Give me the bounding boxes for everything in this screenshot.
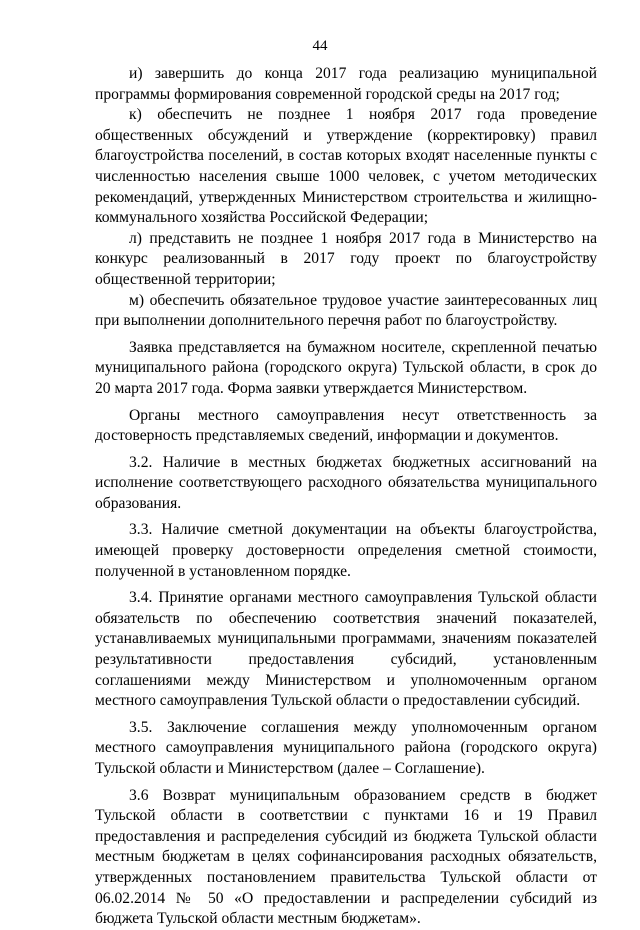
paragraph-item-m: м) обеспечить обязательное трудовое участие заинтересованных лиц при выполнении дополнительного перечня работ по благоустройству. (95, 291, 597, 330)
paragraph-3-3: 3.3. Наличие сметной документации на объекты благоустройства, имеющей проверку достоверности определения сметной стоимости, полученной в установленном порядке. (95, 521, 597, 580)
paragraph-application: Заявка представляется на бумажном носителе, скрепленной печатью муниципального района (городского округа) Тульской области, в срок до 20 марта 2017 года. Форма заявки утверждается Министерством. (95, 338, 597, 397)
paragraph-item-i: и) завершить до конца 2017 года реализацию муниципальной программы формирования современной городской среды на 2017 год; (95, 65, 597, 103)
paragraph-item-l: л) представить не позднее 1 ноября 2017 года в Министерство на конкурс реализованный в 2017 году проект по благоустройству общественной территории; (95, 229, 597, 288)
paragraph-3-6: 3.6 Возврат муниципальным образованием средств в бюджет Тульской области в соответствии с пунктами 16 и 19 Правил предоставления и распределения субсидий из бюджета Тульской области местным бюджетам в целях софинансирования расходных обязательств, утвержденных постановлением правительства Тульской области от 06.02.2014 № 50 «О предоставлении и распределении субсидий из бюджета Тульской области местным бюджетам». (95, 786, 597, 928)
paragraph-3-5: 3.5. Заключение соглашения между уполномоченным органом местного самоуправления муниципального района (городского округа) Тульской области и Министерством (далее – Соглашение). (95, 718, 597, 777)
document-body (95, 64, 597, 930)
paragraph-item-k: к) обеспечить не позднее 1 ноября 2017 года проведение общественных обсуждений и утверждение (корректировку) правил благоустройства поселений, в состав которых входят населенные пункты с численностью населения свыше 1000 человек, с учетом методических рекомендаций, утвержденных Министерством строительства и жилищно-коммунального хозяйства Российской Федерации; (95, 106, 597, 227)
paragraph-3-2: 3.2. Наличие в местных бюджетах бюджетных ассигнований на исполнение соответствующего расходного обязательства муниципального образования. (95, 453, 597, 512)
paragraph-3-4: 3.4. Принятие органами местного самоуправления Тульской области обязательств по обеспечению соответствия значений показателей, устанавливаемых муниципальными программами, значениям показателей результативности предоставления субсидий, установленным соглашениями между Министерством и уполномоченным органом местного самоуправления Тульской области о предоставлении субсидий. (95, 589, 597, 710)
paragraph-responsibility: Органы местного самоуправления несут ответственность за достоверность представляемых сведений, информации и документов. (95, 406, 597, 445)
page-number: 44 (312, 38, 328, 54)
